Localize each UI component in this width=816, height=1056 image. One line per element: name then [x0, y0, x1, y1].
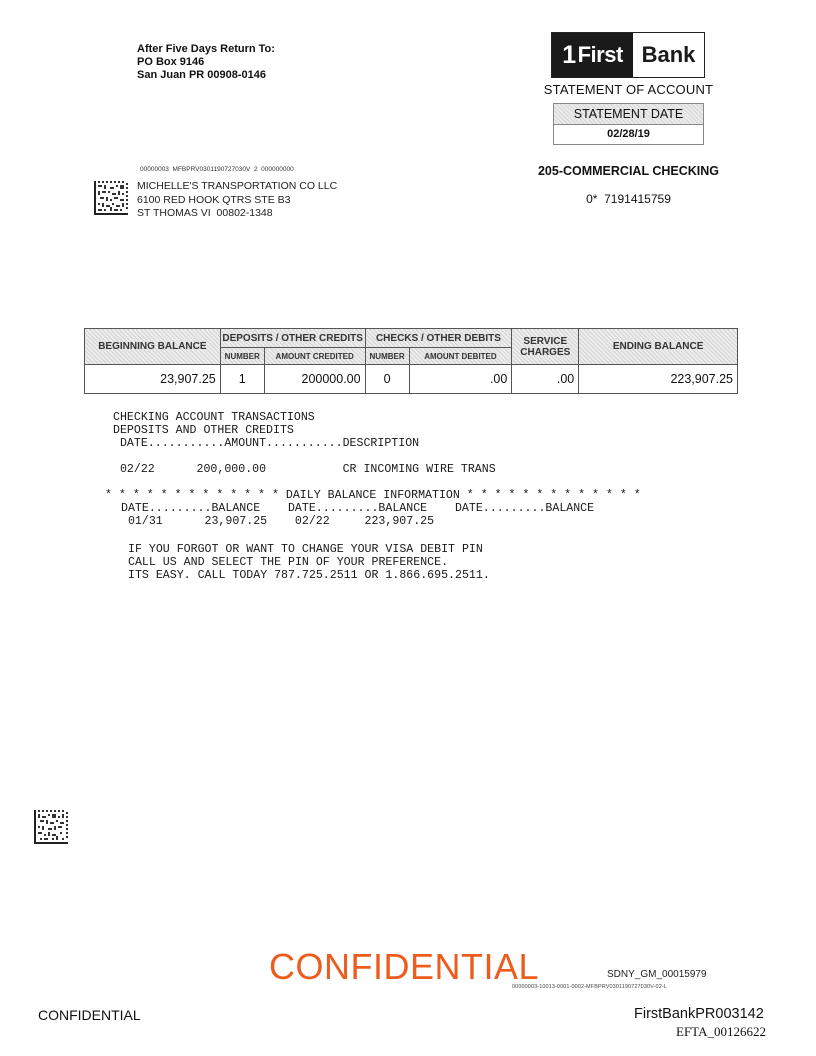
return-address-line2: PO Box 9146 [137, 56, 205, 68]
header-ending-balance: ENDING BALANCE [579, 329, 738, 365]
daily-balance-columns: DATE.........BALANCE DATE.........BALANCE DATE.........BALANCE [121, 502, 595, 515]
return-address-line3: San Juan PR 00908-0146 [137, 69, 267, 81]
sdny-bates-number: SDNY_GM_00015979 [607, 969, 707, 980]
summary-row [85, 365, 738, 394]
header-service-charges: SERVICE CHARGES [512, 329, 579, 365]
transactions-heading1: CHECKING ACCOUNT TRANSACTIONS [113, 411, 315, 424]
return-address [137, 43, 275, 82]
header-checks: CHECKS / OTHER DEBITS [365, 329, 512, 348]
datamatrix-barcode-bottom [34, 810, 68, 844]
header-amount-debited: AMOUNT DEBITED [409, 348, 512, 365]
logo-bank: Bank [641, 42, 696, 67]
account-summary-table [84, 328, 738, 394]
amount-credited-value: 200000.00 [264, 365, 365, 394]
customer-street: 6100 RED HOOK QTRS STE B3 [137, 193, 291, 206]
logo-number: 1 [562, 40, 576, 69]
account-number: 0* 7191415759 [586, 192, 671, 206]
pin-message-line3: ITS EASY. CALL TODAY 787.725.2511 OR 1.866.695.2511. [128, 569, 490, 582]
transactions-heading2: DEPOSITS AND OTHER CREDITS [113, 424, 294, 437]
firstbank-logo [551, 32, 705, 78]
account-type: 205-COMMERCIAL CHECKING [537, 164, 720, 178]
service-charges-value: .00 [512, 365, 579, 394]
header-beginning-balance: BEGINNING BALANCE [85, 329, 221, 365]
header-checks-number: NUMBER [365, 348, 409, 365]
pin-message-line1: IF YOU FORGOT OR WANT TO CHANGE YOUR VISA DEBIT PIN [128, 543, 483, 556]
datamatrix-barcode-top [94, 181, 128, 215]
document-control-code: 00000003-10013-0001-0002-MFBPRV0301190727030V-02-L [512, 984, 667, 990]
statement-title: STATEMENT OF ACCOUNT [543, 82, 714, 97]
mailing-sequence-line: 00000003 MFBPRV0301190727030V 2 000000000 [140, 166, 294, 173]
ending-balance-value: 223,907.25 [579, 365, 738, 394]
daily-balance-row: 01/31 23,907.25 02/22 223,907.25 [121, 515, 435, 528]
confidential-label: CONFIDENTIAL [38, 1007, 141, 1023]
statement-date-value: 02/28/19 [554, 125, 703, 144]
beginning-balance-value: 23,907.25 [85, 365, 221, 394]
customer-city: ST THOMAS VI 00802-1348 [137, 207, 273, 219]
header-deposits: DEPOSITS / OTHER CREDITS [220, 329, 365, 348]
firstbank-bates-number: FirstBankPR003142 [634, 1006, 764, 1022]
deposits-number-value: 1 [220, 365, 264, 394]
return-address-line1: After Five Days Return To: [137, 43, 275, 55]
statement-date-box [553, 103, 704, 145]
transactions-columns: DATE...........AMOUNT...........DESCRIPTION [113, 437, 420, 450]
header-deposits-number: NUMBER [220, 348, 264, 365]
customer-name: MICHELLE'S TRANSPORTATION CO LLC [137, 180, 338, 192]
daily-balance-banner: * * * * * * * * * * * * * DAILY BALANCE INFORMATION * * * * * * * * * * * * * [105, 489, 641, 502]
customer-address [137, 180, 337, 221]
amount-debited-value: .00 [409, 365, 512, 394]
confidential-stamp: CONFIDENTIAL [269, 946, 540, 987]
checks-number-value: 0 [365, 365, 409, 394]
logo-first: First [577, 42, 623, 67]
header-amount-credited: AMOUNT CREDITED [264, 348, 365, 365]
efta-number: EFTA_00126622 [676, 1024, 766, 1039]
transaction-row: 02/22 200,000.00 CR INCOMING WIRE TRANS [113, 463, 496, 476]
statement-date-label: STATEMENT DATE [554, 104, 703, 125]
pin-message-line2: CALL US AND SELECT THE PIN OF YOUR PREFERENCE. [128, 556, 449, 569]
